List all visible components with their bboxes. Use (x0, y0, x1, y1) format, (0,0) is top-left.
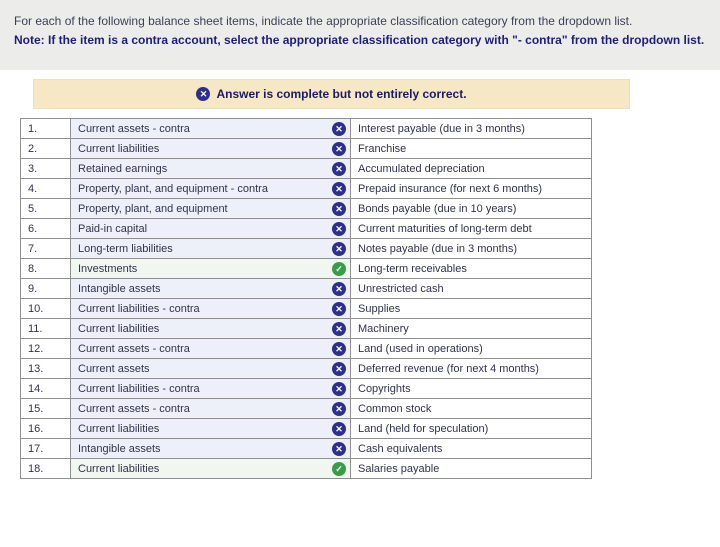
row-number: 9. (21, 279, 71, 299)
classification-dropdown[interactable] (71, 259, 351, 279)
dropdown-selected-value: Long-term liabilities (78, 242, 173, 255)
table-row (21, 459, 592, 479)
row-number: 1. (21, 119, 71, 139)
correct-icon: ✓ (332, 262, 346, 276)
incorrect-icon: ✕ (332, 362, 346, 376)
balance-sheet-item: Copyrights (351, 379, 592, 399)
classification-dropdown[interactable] (71, 219, 351, 239)
row-number: 18. (21, 459, 71, 479)
table-row (21, 279, 592, 299)
incorrect-icon: ✕ (332, 302, 346, 316)
table-row (21, 419, 592, 439)
incorrect-icon: ✕ (332, 342, 346, 356)
table-row (21, 319, 592, 339)
incorrect-icon: ✕ (332, 222, 346, 236)
table-row (21, 179, 592, 199)
incorrect-icon: ✕ (332, 322, 346, 336)
table-row (21, 159, 592, 179)
balance-sheet-item: Notes payable (due in 3 months) (351, 239, 592, 259)
row-number: 4. (21, 179, 71, 199)
row-number: 7. (21, 239, 71, 259)
balance-sheet-item: Common stock (351, 399, 592, 419)
table-row (21, 299, 592, 319)
result-banner (33, 79, 630, 109)
dropdown-selected-value: Current assets (78, 362, 150, 375)
incorrect-icon: ✕ (332, 382, 346, 396)
balance-sheet-item: Unrestricted cash (351, 279, 592, 299)
incorrect-icon: ✕ (332, 122, 346, 136)
classification-table (20, 118, 592, 479)
classification-dropdown[interactable] (71, 339, 351, 359)
row-number: 6. (21, 219, 71, 239)
balance-sheet-item: Current maturities of long-term debt (351, 219, 592, 239)
classification-dropdown[interactable] (71, 299, 351, 319)
question-section (0, 0, 720, 70)
table-row (21, 439, 592, 459)
dropdown-selected-value: Property, plant, and equipment (78, 202, 228, 215)
row-number: 8. (21, 259, 71, 279)
classification-dropdown[interactable] (71, 319, 351, 339)
balance-sheet-item: Supplies (351, 299, 592, 319)
row-number: 14. (21, 379, 71, 399)
classification-dropdown[interactable] (71, 279, 351, 299)
incorrect-icon: ✕ (332, 242, 346, 256)
table-row (21, 199, 592, 219)
dropdown-selected-value: Intangible assets (78, 442, 161, 455)
row-number: 10. (21, 299, 71, 319)
balance-sheet-item: Land (held for speculation) (351, 419, 592, 439)
table-row (21, 339, 592, 359)
table-row (21, 139, 592, 159)
incorrect-icon: ✕ (332, 402, 346, 416)
incorrect-icon: ✕ (332, 422, 346, 436)
row-number: 12. (21, 339, 71, 359)
dropdown-selected-value: Current assets - contra (78, 342, 190, 355)
balance-sheet-item: Machinery (351, 319, 592, 339)
dropdown-selected-value: Current liabilities - contra (78, 382, 200, 395)
table-row (21, 259, 592, 279)
dropdown-selected-value: Retained earnings (78, 162, 168, 175)
balance-sheet-item: Prepaid insurance (for next 6 months) (351, 179, 592, 199)
correct-icon: ✓ (332, 462, 346, 476)
dropdown-selected-value: Current liabilities - contra (78, 302, 200, 315)
dropdown-selected-value: Current liabilities (78, 142, 160, 155)
classification-dropdown[interactable] (71, 419, 351, 439)
classification-dropdown[interactable] (71, 199, 351, 219)
incorrect-icon: ✕ (332, 162, 346, 176)
row-number: 5. (21, 199, 71, 219)
classification-dropdown[interactable] (71, 379, 351, 399)
table-row (21, 219, 592, 239)
incorrect-icon: ✕ (332, 282, 346, 296)
classification-dropdown[interactable] (71, 459, 351, 479)
dropdown-selected-value: Investments (78, 262, 138, 275)
balance-sheet-item: Land (used in operations) (351, 339, 592, 359)
table-body (21, 119, 592, 479)
table-row (21, 119, 592, 139)
classification-dropdown[interactable] (71, 179, 351, 199)
balance-sheet-item: Cash equivalents (351, 439, 592, 459)
classification-dropdown[interactable] (71, 239, 351, 259)
table-row (21, 239, 592, 259)
table-row (21, 399, 592, 419)
balance-sheet-item: Accumulated depreciation (351, 159, 592, 179)
dropdown-selected-value: Current liabilities (78, 462, 160, 475)
classification-dropdown[interactable] (71, 359, 351, 379)
classification-dropdown[interactable] (71, 159, 351, 179)
balance-sheet-item: Salaries payable (351, 459, 592, 479)
balance-sheet-item: Long-term receivables (351, 259, 592, 279)
dropdown-selected-value: Paid-in capital (78, 222, 148, 235)
row-number: 16. (21, 419, 71, 439)
incorrect-icon: ✕ (332, 442, 346, 456)
row-number: 15. (21, 399, 71, 419)
incorrect-icon: ✕ (332, 182, 346, 196)
classification-dropdown[interactable] (71, 139, 351, 159)
table-row (21, 359, 592, 379)
balance-sheet-item: Bonds payable (due in 10 years) (351, 199, 592, 219)
dropdown-selected-value: Property, plant, and equipment - contra (78, 182, 268, 195)
row-number: 11. (21, 319, 71, 339)
classification-dropdown[interactable] (71, 119, 351, 139)
dropdown-selected-value: Current assets - contra (78, 122, 190, 135)
balance-sheet-item: Franchise (351, 139, 592, 159)
note-text: Note: If the item is a contra account, select the appropriate classification category with "- contra" from the dropdown list. (14, 32, 705, 47)
incorrect-icon: ✕ (332, 202, 346, 216)
row-number: 13. (21, 359, 71, 379)
dropdown-selected-value: Intangible assets (78, 282, 161, 295)
classification-dropdown[interactable] (71, 399, 351, 419)
dropdown-selected-value: Current liabilities (78, 422, 160, 435)
dropdown-selected-value: Current liabilities (78, 322, 160, 335)
row-number: 17. (21, 439, 71, 459)
incorrect-icon: ✕ (332, 142, 346, 156)
row-number: 3. (21, 159, 71, 179)
balance-sheet-item: Deferred revenue (for next 4 months) (351, 359, 592, 379)
instructions-text: For each of the following balance sheet items, indicate the appropriate classification category from the dropdown list. (14, 14, 633, 28)
row-number: 2. (21, 139, 71, 159)
banner-text: Answer is complete but not entirely correct. (216, 87, 467, 101)
balance-sheet-item: Interest payable (due in 3 months) (351, 119, 592, 139)
dropdown-selected-value: Current assets - contra (78, 402, 190, 415)
incorrect-icon: ✕ (196, 87, 210, 101)
table-row (21, 379, 592, 399)
classification-dropdown[interactable] (71, 439, 351, 459)
